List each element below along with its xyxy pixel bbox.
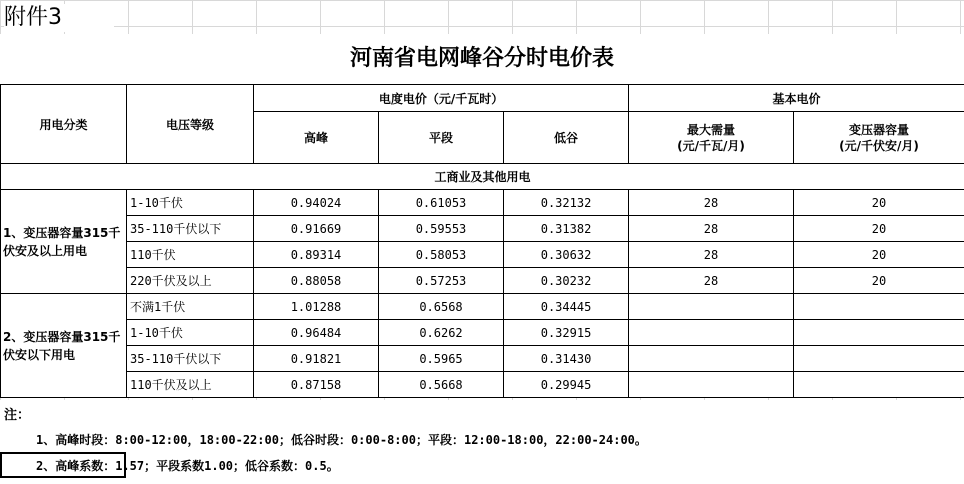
header-flat: 平段 (379, 112, 504, 164)
header-max-demand-unit: (元/千瓦/月) (677, 138, 745, 153)
valley-price-cell: 0.31382 (504, 216, 629, 242)
transformer-cell: 20 (794, 268, 964, 294)
attachment-label: 附件3 (4, 4, 114, 32)
max-demand-cell (629, 320, 794, 346)
valley-price-cell: 0.30232 (504, 268, 629, 294)
max-demand-cell: 28 (629, 190, 794, 216)
flat-price-cell: 0.5668 (379, 372, 504, 398)
transformer-cell (794, 346, 964, 372)
header-max-demand (629, 112, 794, 164)
header-max-demand-name: 最大需量 (687, 122, 736, 137)
voltage-cell: 110千伏 (127, 242, 254, 268)
peak-price-cell: 0.91821 (254, 346, 379, 372)
header-base-price: 基本电价 (629, 85, 964, 112)
transformer-cell: 20 (794, 190, 964, 216)
note-coefficients: 2、高峰系数：1.57；平段系数1.00；低谷系数：0.5。 (36, 459, 339, 473)
flat-price-cell: 0.6568 (379, 294, 504, 320)
voltage-cell: 220千伏及以上 (127, 268, 254, 294)
table-row (1, 242, 964, 268)
header-peak: 高峰 (254, 112, 379, 164)
flat-price-cell: 0.5965 (379, 346, 504, 372)
table-row (1, 294, 964, 320)
header-voltage: 电压等级 (127, 85, 254, 164)
group-category: 2、变压器容量315千伏安以下用电 (1, 294, 127, 398)
max-demand-cell (629, 294, 794, 320)
valley-price-cell: 0.31430 (504, 346, 629, 372)
flat-price-cell: 0.58053 (379, 242, 504, 268)
valley-price-cell: 0.30632 (504, 242, 629, 268)
flat-price-cell: 0.57253 (379, 268, 504, 294)
max-demand-cell: 28 (629, 242, 794, 268)
peak-price-cell: 0.91669 (254, 216, 379, 242)
max-demand-cell: 28 (629, 216, 794, 242)
transformer-cell (794, 320, 964, 346)
notes-label: 注： (4, 408, 31, 423)
voltage-cell: 35-110千伏以下 (127, 346, 254, 372)
peak-price-cell: 0.87158 (254, 372, 379, 398)
voltage-cell: 不满1千伏 (127, 294, 254, 320)
transformer-cell (794, 372, 964, 398)
voltage-cell: 1-10千伏 (127, 190, 254, 216)
peak-price-cell: 0.88058 (254, 268, 379, 294)
header-category: 用电分类 (1, 85, 127, 164)
header-valley: 低谷 (504, 112, 629, 164)
max-demand-cell (629, 372, 794, 398)
page-title: 河南省电网峰谷分时电价表 (0, 34, 964, 84)
group-category: 1、变压器容量315千伏安及以上用电 (1, 190, 127, 294)
peak-price-cell: 0.89314 (254, 242, 379, 268)
table-row (1, 320, 964, 346)
voltage-cell: 110千伏及以上 (127, 372, 254, 398)
transformer-cell (794, 294, 964, 320)
section-title: 工商业及其他用电 (1, 164, 964, 190)
table-row (1, 216, 964, 242)
notes-section (0, 400, 964, 484)
peak-price-cell: 1.01288 (254, 294, 379, 320)
valley-price-cell: 0.29945 (504, 372, 629, 398)
header-transformer-name: 变压器容量 (849, 122, 910, 137)
table-row (1, 190, 964, 216)
table-row (1, 268, 964, 294)
header-energy-price: 电度电价（元/千瓦时） (254, 85, 629, 112)
peak-price-cell: 0.96484 (254, 320, 379, 346)
price-table (0, 84, 964, 398)
header-transformer-unit: (元/千伏安/月) (839, 138, 919, 153)
flat-price-cell: 0.61053 (379, 190, 504, 216)
transformer-cell: 20 (794, 242, 964, 268)
transformer-cell: 20 (794, 216, 964, 242)
header-transformer (794, 112, 964, 164)
table-row (1, 372, 964, 398)
table-row (1, 346, 964, 372)
max-demand-cell: 28 (629, 268, 794, 294)
flat-price-cell: 0.6262 (379, 320, 504, 346)
voltage-cell: 35-110千伏以下 (127, 216, 254, 242)
note-time-periods: 1、高峰时段：8:00-12:00，18:00-22:00；低谷时段：0:00-8:00；平段：12:00-18:00，22:00-24:00。 (36, 433, 647, 447)
voltage-cell: 1-10千伏 (127, 320, 254, 346)
valley-price-cell: 0.32132 (504, 190, 629, 216)
flat-price-cell: 0.59553 (379, 216, 504, 242)
valley-price-cell: 0.32915 (504, 320, 629, 346)
peak-price-cell: 0.94024 (254, 190, 379, 216)
valley-price-cell: 0.34445 (504, 294, 629, 320)
max-demand-cell (629, 346, 794, 372)
